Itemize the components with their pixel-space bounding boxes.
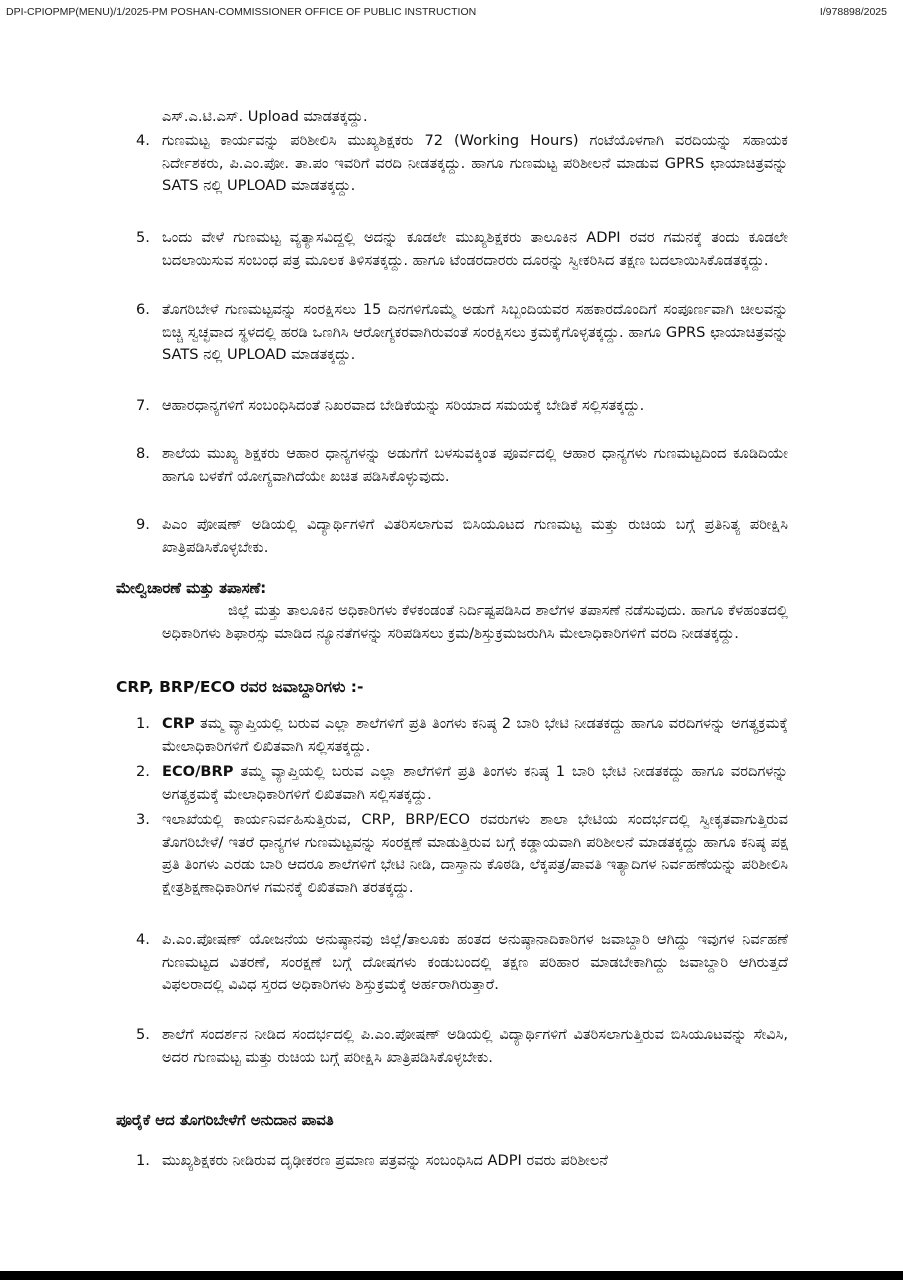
reference-number-right: I/978898/2025 bbox=[819, 6, 887, 18]
item-bold-term: CRP bbox=[162, 715, 195, 732]
list-item bbox=[136, 713, 788, 758]
item-number: 2. bbox=[136, 763, 150, 780]
item-text: ಗುಣಮಟ್ಟ ಕಾರ್ಯವನ್ನು ಪರಿಶೀಲಿಸಿ ಮುಖ್ಯಶಿಕ್ಷಕರು 72 (Working Hours) ಗಂಟೆಯೊಳಗಾಗಿ ವರದಿಯನ್ನು ಸಹಾಯಕ ನಿರ್ದೇಶಕರು, ಪಿ.ಎಂ.ಪೋ. ತಾ.ಪಂ ಇವರಿಗೆ ವರದಿ ನೀಡತಕ್ಕದ್ದು. ಹಾಗೂ ಗುಣಮಟ್ಟ ಪರಿಶೀಲನೆ ಮಾಡುವ GPRS ಛಾಯಾಚಿತ್ರವನ್ನು SATS ನಲ್ಲಿ UPLOAD ಮಾಡತಕ್ಕದ್ದು. bbox=[162, 132, 788, 194]
list-item bbox=[136, 929, 788, 997]
item-text: ಶಾಲೆಯ ಮುಖ್ಯ ಶಿಕ್ಷಕರು ಆಹಾರ ಧಾನ್ಯಗಳನ್ನು ಅಡುಗೆಗೆ ಬಳಸುವಕ್ಕಿಂತ ಪೂರ್ವದಲ್ಲಿ ಆಹಾರ ಧಾನ್ಯಗಳು ಗುಣಮಟ್ಟದಿಂದ ಕೂಡಿದಿಯೇ ಹಾಗೂ ಬಳಕೆಗೆ ಯೋಗ್ಯವಾಗಿದೆಯೇ ಖಚಿತ ಪಡಿಸಿಕೊಳ್ಳುವುದು. bbox=[162, 445, 788, 485]
item-number: 5. bbox=[136, 1026, 150, 1043]
list-item bbox=[136, 299, 788, 367]
item-body: ತಮ್ಮ ವ್ಯಾಪ್ತಿಯಲ್ಲಿ ಬರುವ ಎಲ್ಲಾ ಶಾಲೆಗಳಿಗೆ ಪ್ರತಿ ತಿಂಗಳು ಕನಿಷ್ಠ 1 ಬಾರಿ ಭೇಟಿ ನೀಡತಕದ್ದು ಹಾಗೂ ವರದಿಗಳನ್ನು ಅಗತ್ಯಕ್ರಮಕ್ಕೆ ಮೇಲಾಧಿಕಾರಿಗಳಿಗೆ ಲಿಖಿತವಾಗಿ ಸಲ್ಲಿಸತಕ್ಕದ್ದು. bbox=[162, 763, 788, 803]
item-text: ಪಿ.ಎಂ.ಪೋಷಣ್ ಯೋಜನೆಯ ಅನುಷ್ಠಾನವು ಜಿಲ್ಲೆ/ತಾಲೂಕು ಹಂತದ ಅನುಷ್ಠಾನಾದಿಕಾರಿಗಳ ಜವಾಬ್ದಾರಿ ಆಗಿದ್ದು ಇವುಗಳ ನಿರ್ವಹಣೆ ಗುಣಮಟ್ಟದ ವಿತರಣೆ, ಸಂರಕ್ಷಣೆ ಬಗ್ಗೆ ದೋಷಗಳು ಕಂಡುಬಂದಲ್ಲಿ ತಕ್ಷಣ ಪರಿಹಾರ ಮಾಡಬೇಕಾಗಿದ್ದು ಜವಾಬ್ದಾರಿ ಆಗಿರುತ್ತದೆ ವಿಫಲರಾದಲ್ಲಿ ವಿವಿಧ ಸ್ತರದ ಅಧಿಕಾರಿಗಳು ಶಿಸ್ತುಕ್ರಮಕ್ಕೆ ಅರ್ಹರಾಗಿರುತ್ತಾರೆ. bbox=[162, 931, 788, 993]
item-text: ಪಿಎಂ ಪೋಷಣ್ ಅಡಿಯಲ್ಲಿ ವಿದ್ಯಾರ್ಥಿಗಳಿಗೆ ವಿತರಿಸಲಾಗುವ ಬಿಸಿಯೂಟದ ಗುಣಮಟ್ಟ ಮತ್ತು ರುಚಿಯ ಬಗ್ಗೆ ಪ್ರತಿನಿತ್ಯ ಪರೀಕ್ಷಿಸಿ ಖಾತ್ರಿಪಡಿಸಿಕೊಳ್ಳಬೇಕು. bbox=[162, 516, 788, 556]
item-number: 5. bbox=[136, 229, 150, 246]
item-number: 1. bbox=[136, 1152, 150, 1169]
item-number: 4. bbox=[136, 132, 150, 149]
item-number: 4. bbox=[136, 931, 150, 948]
item-number: 7. bbox=[136, 397, 150, 414]
section-heading-supervision: ಮೇಲ್ವಿಚಾರಣೆ ಮತ್ತು ತಪಾಸಣೆ: bbox=[116, 580, 267, 597]
item-text bbox=[162, 761, 788, 806]
item-bold-term: ECO/BRP bbox=[162, 763, 234, 780]
list-item bbox=[136, 514, 788, 559]
item-number: 6. bbox=[136, 301, 150, 318]
item-text: ತೊಗರಿಬೇಳೆ ಗುಣಮಟ್ಟವನ್ನು ಸಂರಕ್ಷಿಸಲು 15 ದಿನಗಳಿಗೊಮ್ಮೆ ಅಡುಗೆ ಸಿಬ್ಬಂದಿಯವರ ಸಹಕಾರದೊಂದಿಗೆ ಸಂಪೂರ್ಣವಾಗಿ ಚೀಲವನ್ನು ಬಿಚ್ಚಿ ಸ್ವಚ್ಛವಾದ ಸ್ಥಳದಲ್ಲಿ ಹರಡಿ ಒಣಗಿಸಿ ಆರೋಗ್ಯಕರವಾಗಿರುವಂತೆ ಸಂರಕ್ಷಿಸಲು ಕ್ರಮಕೈಗೊಳ್ಳತಕ್ಕದ್ದು. ಹಾಗೂ GPRS ಛಾಯಾಚಿತ್ರವನ್ನು SATS ನಲ್ಲಿ UPLOAD ಮಾಡತಕ್ಕದ್ದು. bbox=[162, 301, 788, 363]
section-heading-grant: ಪೂರೈಕೆ ಆದ ತೊಗರಿಬೇಳೆಗೆ ಅನುದಾನ ಪಾವತಿ bbox=[116, 1112, 334, 1129]
supervision-paragraph: ಜಿಲ್ಲೆ ಮತ್ತು ತಾಲೂಕಿನ ಅಧಿಕಾರಿಗಳು ಕೆಳಕಂಡಂತೆ ನಿರ್ದಿಷ್ಟಪಡಿಸಿದ ಶಾಲೆಗಳ ತಪಾಸಣೆ ನಡೆಸುವುದು. ಹಾಗೂ ಕೆಳಹಂತದಲ್ಲಿ ಅಧಿಕಾರಿಗಳು ಶಿಫಾರಸ್ಸು ಮಾಡಿದ ನ್ಯೂನತೆಗಳನ್ನು ಸರಿಪಡಿಸಲು ಕ್ರಮ/ಶಿಸ್ತುಕ್ರಮಜರುಗಿಸಿ ಮೇಲಾಧಿಕಾರಿಗಳಿಗೆ ವರದಿ ನೀಡತಕ್ಕದ್ದು. bbox=[162, 602, 788, 642]
list-item bbox=[136, 1024, 788, 1069]
item-number: 8. bbox=[136, 445, 150, 462]
reference-number-left: DPI-CPIOPMP(MENU)/1/2025-PM POSHAN-COMMISSIONER OFFICE OF PUBLIC INSTRUCTION bbox=[6, 6, 477, 18]
item-text: ಶಾಲೆಗೆ ಸಂದರ್ಶನ ನೀಡಿದ ಸಂದರ್ಭದಲ್ಲಿ ಪಿ.ಎಂ.ಪೋಷಣ್ ಅಡಿಯಲ್ಲಿ ವಿದ್ಯಾರ್ಥಿಗಳಿಗೆ ವಿತರಿಸಲಾಗುತ್ತಿರುವ ಬಿಸಿಯೂಟವನ್ನು ಸೇವಿಸಿ, ಅದರ ಗುಣಮಟ್ಟ ಮತ್ತು ರುಚಿಯ ಬಗ್ಗೆ ಪರೀಕ್ಷಿಸಿ ಖಾತ್ರಿಪಡಿಸಿಕೊಳ್ಳಬೇಕು. bbox=[162, 1026, 788, 1066]
list-item bbox=[136, 1150, 788, 1173]
item-number: 1. bbox=[136, 715, 150, 732]
item-text: ಮುಖ್ಯಶಿಕ್ಷಕರು ನೀಡಿರುವ ದೃಢೀಕರಣ ಪ್ರಮಾಣ ಪತ್ರವನ್ನು ಸಂಬಂಧಿಸಿದ ADPI ರವರು ಪರಿಶೀಲನೆ bbox=[162, 1152, 608, 1169]
section-heading-crp: CRP, BRP/ECO ರವರ ಜವಾಬ್ದಾರಿಗಳು :- bbox=[116, 678, 364, 696]
page-bottom-border bbox=[0, 1271, 903, 1280]
list-item bbox=[136, 809, 788, 899]
item-number: 9. bbox=[136, 516, 150, 533]
list-item bbox=[136, 761, 788, 806]
list-item bbox=[136, 443, 788, 488]
item-text: ಇಲಾಖೆಯಲ್ಲಿ ಕಾರ್ಯನಿರ್ವಹಿಸುತ್ತಿರುವ, CRP, BRP/ECO ರವರುಗಳು ಶಾಲಾ ಭೇಟಿಯ ಸಂದರ್ಭದಲ್ಲಿ ಸ್ವೀಕೃತವಾಗುತ್ತಿರುವ ತೊಗರಿಬೇಳೆ/ ಇತರೆ ಧಾನ್ಯಗಳ ಗುಣಮಟ್ಟವನ್ನು ಸಂರಕ್ಷಣೆ ಮಾಡುತ್ತಿರುವ ಬಗ್ಗೆ ಕಡ್ಡಾಯವಾಗಿ ಪರಿಶೀಲನೆ ಮಾಡತಕ್ಕದ್ದು ಹಾಗೂ ಕನಿಷ್ಠ ಪಕ್ಷ ಪ್ರತಿ ತಿಂಗಳು ಎರಡು ಬಾರಿ ಆದರೂ ಶಾಲೆಗಳಿಗೆ ಭೇಟಿ ನೀಡಿ, ದಾಸ್ತಾನು ಕೊಠಡಿ, ಲೆಕ್ಕಪತ್ರ/ಪಾವತಿ ಇತ್ಯಾದಿಗಳ ನಿರ್ವಹಣೆಯನ್ನು ಪರಿಶೀಲಿಸಿ ಕ್ಷೇತ್ರಶಿಕ್ಷಣಾಧಿಕಾರಿಗಳ ಗಮನಕ್ಕೆ ಲಿಖಿತವಾಗಿ ತರತಕ್ಕದ್ದು. bbox=[162, 811, 788, 896]
list-item bbox=[136, 227, 788, 272]
item-text: ಒಂದು ವೇಳೆ ಗುಣಮಟ್ಟ ವ್ಯತ್ಯಾಸವಿದ್ದಲ್ಲಿ ಅದನ್ನು ಕೂಡಲೇ ಮುಖ್ಯಶಿಕ್ಷಕರು ತಾಲೂಕಿನ ADPI ರವರ ಗಮನಕ್ಕೆ ತಂದು ಕೂಡಲೇ ಬದಲಾಯಿಸುವ ಸಂಬಂಧ ಪತ್ರ ಮೂಲಕ ತಿಳಿಸತಕ್ಕದ್ದು. ಹಾಗೂ ಟೆಂಡರದಾರರು ದೂರನ್ನು ಸ್ವೀಕರಿಸಿದ ತಕ್ಷಣ ಬದಲಾಯಿಸಿಕೊಡತಕ್ಕದ್ದು. bbox=[162, 229, 788, 269]
list-item bbox=[136, 130, 788, 198]
item-body: ತಮ್ಮ ವ್ಯಾಪ್ತಿಯಲ್ಲಿ ಬರುವ ಎಲ್ಲಾ ಶಾಲೆಗಳಿಗೆ ಪ್ರತಿ ತಿಂಗಳು ಕನಿಷ್ಠ 2 ಬಾರಿ ಭೇಟಿ ನೀಡತಕದ್ದು ಹಾಗೂ ವರದಿಗಳನ್ನು ಅಗತ್ಯಕ್ರಮಕ್ಕೆ ಮೇಲಾಧಿಕಾರಿಗಳಿಗೆ ಲಿಖಿತವಾಗಿ ಸಲ್ಲಿಸತಕ್ಕದ್ದು. bbox=[162, 715, 788, 755]
item-text: ಆಹಾರಧಾನ್ಯಗಳಿಗೆ ಸಂಬಂಧಿಸಿದಂತೆ ನಿಖರವಾದ ಬೇಡಿಕೆಯನ್ನು ಸರಿಯಾದ ಸಮಯಕ್ಕೆ ಬೇಡಿಕೆ ಸಲ್ಲಿಸತಕ್ಕದ್ದು. bbox=[162, 397, 645, 414]
document-header bbox=[0, 0, 903, 24]
item-text bbox=[162, 713, 788, 758]
continuation-line: ಎಸ್.ಎ.ಟಿ.ಎಸ್. Upload ಮಾಡತಕ್ಕದ್ದು. bbox=[162, 108, 368, 125]
list-item bbox=[136, 395, 788, 418]
item-number: 3. bbox=[136, 811, 150, 828]
